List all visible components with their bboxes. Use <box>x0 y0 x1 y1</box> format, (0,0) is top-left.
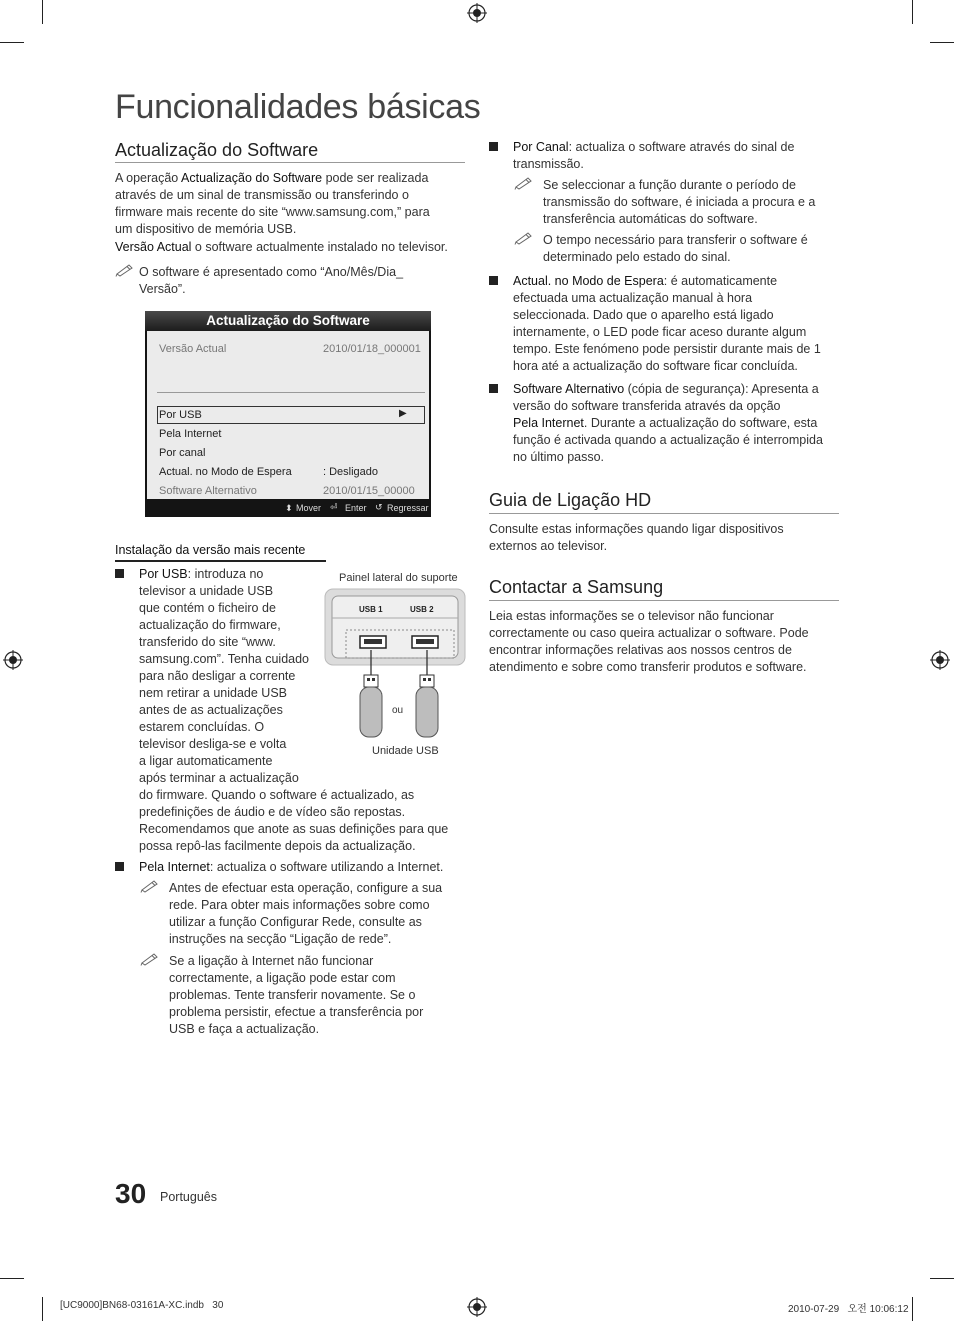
osd-move-label: Mover <box>296 503 322 513</box>
bullet-square <box>489 384 498 393</box>
crop-mark <box>42 0 43 24</box>
enter-icon: ⏎ <box>330 502 338 512</box>
osd-enter-label: Enter <box>345 503 367 513</box>
osd-row-standby-update[interactable]: Actual. no Modo de Espera <box>159 466 292 478</box>
osd-row-by-channel[interactable]: Por canal <box>159 447 206 459</box>
registration-mark-icon <box>930 650 950 670</box>
registration-mark-icon <box>467 1297 487 1317</box>
contact-paragraph: Leia estas informações se o televisor não funcionar correctamente ou caso queira actualizar o software. Pode encontrar informações relativas aos nossos centros de atendimento e sobre como transferir produtos e software. <box>489 609 809 674</box>
crop-mark <box>912 1297 913 1321</box>
internet-paragraph: Pela Internet: actualiza o software utilizando a Internet. <box>139 860 444 874</box>
diagram-panel-label: Painel lateral do suporte <box>339 572 458 584</box>
bullet-square <box>489 142 498 151</box>
return-icon: ↺ <box>375 502 383 512</box>
note-pencil-icon <box>140 952 160 966</box>
channel-paragraph: Por Canal: actualiza o software através do sinal de transmissão. <box>513 140 795 171</box>
page-title: Funcionalidades básicas <box>115 88 481 126</box>
print-info-left: [UC9000]BN68-03161A-XC.indb 30 <box>60 1300 224 1311</box>
print-info-right: 2010-07-29 오전 10:06:12 <box>788 1304 909 1315</box>
osd-footer <box>145 499 431 517</box>
note-internet-problem: Se a ligação à Internet não funcionar correctamente, a ligação pode estar com problemas. Tente transferir novamente. Se o problema persistir, efectue a transferência por USB e faça a actualização. <box>169 954 424 1036</box>
bullet-square <box>489 276 498 285</box>
note-network-setup: Antes de efectuar esta operação, configure a sua rede. Para obter mais informações sobre como utilizar a função Configurar Rede, consulte as instruções na secção “Ligação de rede”. <box>169 881 443 946</box>
note-version-format: O software é apresentado como “Ano/Mês/Dia_ Versão”. <box>139 265 404 296</box>
intro-paragraph: A operação Actualização do Software pode ser realizada através de um sinal de transmissão ou transferindo o firmware mais recente do site “www.samsung.com,” para um dispositivo de memória USB. <box>115 171 430 236</box>
usb1-label: USB 1 <box>359 605 383 614</box>
diagram-usb-drive-label: Unidade USB <box>372 745 439 757</box>
osd-value-standby-update: : Desligado <box>323 466 379 478</box>
current-version-paragraph: Versão Actual o software actualmente instalado no televisor. <box>115 240 448 254</box>
crop-mark <box>42 1297 43 1321</box>
section-title-hd-guide: Guia de Ligação HD <box>489 490 652 510</box>
bullet-square <box>115 569 124 578</box>
subheading-latest-version: Instalação da versão mais recente <box>115 543 306 557</box>
crop-mark <box>930 1278 954 1279</box>
note-pencil-icon <box>514 231 534 245</box>
note-pencil-icon <box>140 879 160 893</box>
osd-divider <box>157 392 425 393</box>
section-rule <box>115 162 465 163</box>
crop-mark <box>0 1278 24 1279</box>
section-title-contact-samsung: Contactar a Samsung <box>489 577 664 597</box>
registration-mark-icon <box>467 3 487 23</box>
osd-value-alternative-software: 2010/01/15_00000 <box>323 485 415 497</box>
osd-title: Actualização do Software <box>145 311 431 331</box>
crop-mark <box>0 42 24 43</box>
note-transfer-time: O tempo necessário para transferir o software é determinado pelo estado do sinal. <box>543 233 808 264</box>
bullet-square <box>115 862 124 871</box>
crop-mark <box>930 42 954 43</box>
usb-paragraph: Por USB: introduza no televisor a unidade USB que contém o ficheiro de actualização do firmware, transferido do site “www. samsung.com”. Tenha cuidado para não desligar a corrente nem retirar a unidade USB antes de as actualizações estarem concluídas. O televisor desliga-se e volta a ligar automaticamente após terminar a actualização do firmware. Quando o software é actualizado, as predefinições de áudio e de vídeo são repostas. Recomendamos que anote as suas definições para que possa repô-las facilmente depois da actualização. <box>139 567 449 853</box>
note-pencil-icon <box>115 263 135 277</box>
diagram-or-label: ou <box>392 705 404 716</box>
note-pencil-icon <box>514 176 534 190</box>
section-title-software-update: Actualização do Software <box>115 140 319 160</box>
osd-back-label: Regressar <box>387 503 429 513</box>
note-channel-search: Se seleccionar a função durante o período de transmissão do software, é iniciada a procura e a transferência automáticas do software. <box>543 178 816 226</box>
usb-side-panel-diagram <box>324 588 466 748</box>
standby-paragraph: Actual. no Modo de Espera: é automaticamente efectuada uma actualização manual à hora seleccionada. Dado que o aparelho está ligado internamente, o LED pode ficar aceso durante algum tempo. Este fenómeno pode persistir durante mais de 1 hora até a actualização do software ficar concluída. <box>513 274 821 373</box>
alternative-software-paragraph: Software Alternativo (cópia de segurança): Apresenta a versão do software transferida através da opção Pela Internet. Durante a actualização do software, esta função é activada quando a actualização é interrompida no último passo. <box>513 382 823 464</box>
page-language: Português <box>160 1190 217 1204</box>
osd-body <box>147 331 429 499</box>
osd-arrow-right-icon: ▶ <box>399 408 407 419</box>
usb2-label: USB 2 <box>410 605 434 614</box>
software-update-osd-menu <box>145 311 431 517</box>
subheading-rule <box>115 560 326 562</box>
section-rule <box>489 600 839 601</box>
hd-guide-paragraph: Consulte estas informações quando ligar dispositivos externos ao televisor. <box>489 522 784 553</box>
osd-value-current-version: 2010/01/18_000001 <box>323 343 421 355</box>
registration-mark-icon <box>3 650 23 670</box>
osd-row-alternative-software: Software Alternativo <box>159 485 257 497</box>
move-arrows-icon: ⬍ <box>285 503 293 513</box>
osd-row-by-internet[interactable]: Pela Internet <box>159 428 222 440</box>
crop-mark <box>912 0 913 24</box>
osd-row-current-version: Versão Actual <box>159 343 227 355</box>
section-rule <box>489 513 839 514</box>
osd-row-by-usb[interactable]: Por USB <box>159 409 202 421</box>
page-number: 30 <box>115 1178 147 1209</box>
